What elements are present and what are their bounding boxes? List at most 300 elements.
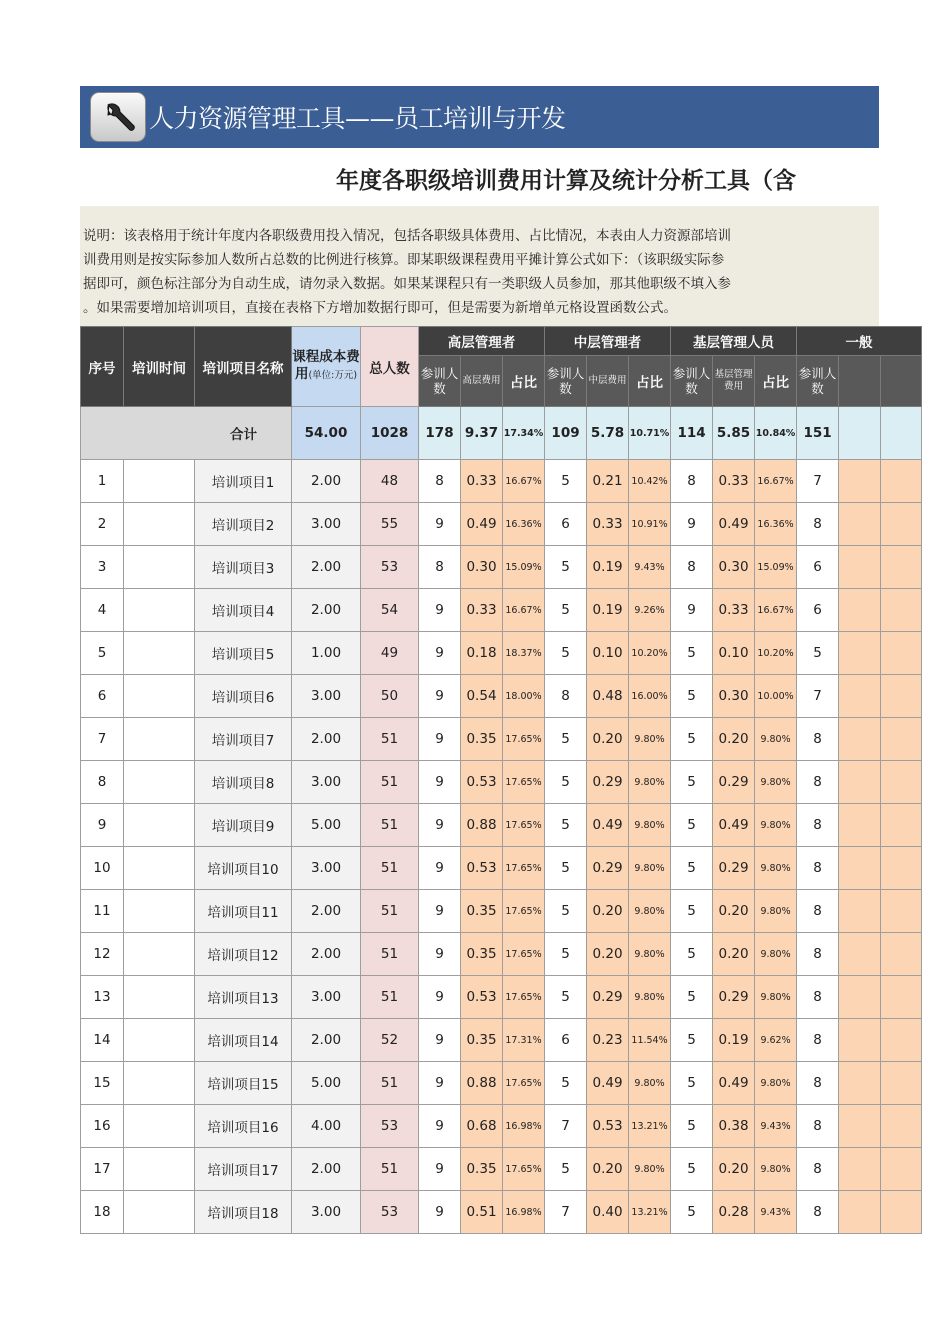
cell-senior-cost: 0.35 xyxy=(461,1019,503,1062)
sub-ratio: 占比 xyxy=(503,356,545,407)
cell-cost[interactable]: 2.00 xyxy=(292,546,361,589)
cell-total-count[interactable]: 51 xyxy=(361,1148,419,1191)
cell-general-cost xyxy=(839,1191,881,1234)
sub-participants: 参训人数 xyxy=(671,356,713,407)
cell-training-time[interactable] xyxy=(124,1191,195,1234)
cell-total-count[interactable]: 51 xyxy=(361,933,419,976)
cell-general-count[interactable]: 8 xyxy=(797,1148,839,1191)
header-time: 培训时间 xyxy=(124,327,195,407)
cell-general-count[interactable]: 7 xyxy=(797,460,839,503)
cell-base-ratio: 9.80% xyxy=(755,847,797,890)
cell-middle-count[interactable]: 5 xyxy=(545,460,587,503)
cell-total-count[interactable]: 52 xyxy=(361,1019,419,1062)
totals-middle-cost: 5.78 xyxy=(587,407,629,460)
cell-senior-ratio: 17.65% xyxy=(503,847,545,890)
cell-general-cost xyxy=(839,761,881,804)
cell-senior-cost: 0.68 xyxy=(461,1105,503,1148)
cell-general-ratio xyxy=(881,1105,922,1148)
cell-seq[interactable]: 6 xyxy=(81,675,124,718)
cell-base-count[interactable]: 5 xyxy=(671,804,713,847)
cell-senior-count[interactable]: 9 xyxy=(419,804,461,847)
cell-training-time[interactable] xyxy=(124,675,195,718)
totals-senior-ratio: 17.34% xyxy=(503,407,545,460)
app-banner xyxy=(80,86,879,148)
cell-seq[interactable]: 3 xyxy=(81,546,124,589)
cell-general-cost xyxy=(839,933,881,976)
cell-senior-ratio: 15.09% xyxy=(503,546,545,589)
table-row xyxy=(81,546,922,589)
cell-senior-cost: 0.49 xyxy=(461,503,503,546)
cell-training-time[interactable] xyxy=(124,804,195,847)
header-name: 培训项目名称 xyxy=(195,327,292,407)
header-total: 总人数 xyxy=(361,327,419,407)
totals-middle-ratio: 10.71% xyxy=(629,407,671,460)
cell-project-name[interactable]: 培训项目5 xyxy=(195,632,292,675)
cell-seq[interactable]: 4 xyxy=(81,589,124,632)
cell-cost[interactable]: 3.00 xyxy=(292,675,361,718)
cell-general-cost xyxy=(839,589,881,632)
cell-middle-count[interactable]: 8 xyxy=(545,675,587,718)
cell-training-time[interactable] xyxy=(124,1019,195,1062)
cell-project-name[interactable]: 培训项目11 xyxy=(195,890,292,933)
cell-project-name[interactable]: 培训项目14 xyxy=(195,1019,292,1062)
cell-general-ratio xyxy=(881,503,922,546)
cell-middle-cost: 0.29 xyxy=(587,761,629,804)
cell-senior-count[interactable]: 9 xyxy=(419,589,461,632)
totals-base-cost: 5.85 xyxy=(713,407,755,460)
cell-general-count[interactable]: 7 xyxy=(797,675,839,718)
table-row xyxy=(81,1191,922,1234)
cell-project-name[interactable]: 培训项目15 xyxy=(195,1062,292,1105)
cell-base-count[interactable]: 5 xyxy=(671,1191,713,1234)
cell-cost[interactable]: 2.00 xyxy=(292,933,361,976)
cell-seq[interactable]: 7 xyxy=(81,718,124,761)
cell-seq[interactable]: 8 xyxy=(81,761,124,804)
cell-project-name[interactable]: 培训项目2 xyxy=(195,503,292,546)
cell-senior-count[interactable]: 9 xyxy=(419,933,461,976)
cell-base-count[interactable]: 5 xyxy=(671,761,713,804)
cell-base-ratio: 9.43% xyxy=(755,1191,797,1234)
cell-general-count[interactable]: 8 xyxy=(797,933,839,976)
cell-base-ratio: 9.80% xyxy=(755,933,797,976)
table-row xyxy=(81,460,922,503)
cell-middle-count[interactable]: 5 xyxy=(545,589,587,632)
cell-senior-count[interactable]: 8 xyxy=(419,460,461,503)
cell-base-count[interactable]: 8 xyxy=(671,546,713,589)
cell-seq[interactable]: 16 xyxy=(81,1105,124,1148)
cell-middle-cost: 0.20 xyxy=(587,1148,629,1191)
cell-senior-ratio: 17.65% xyxy=(503,718,545,761)
cell-total-count[interactable]: 54 xyxy=(361,589,419,632)
cell-total-count[interactable]: 49 xyxy=(361,632,419,675)
cell-project-name[interactable]: 培训项目13 xyxy=(195,976,292,1019)
table-row xyxy=(81,847,922,890)
cell-general-count[interactable]: 8 xyxy=(797,804,839,847)
cell-base-count[interactable]: 5 xyxy=(671,933,713,976)
cell-cost[interactable]: 5.00 xyxy=(292,804,361,847)
cell-training-time[interactable] xyxy=(124,847,195,890)
cell-senior-ratio: 17.31% xyxy=(503,1019,545,1062)
cell-general-count[interactable]: 8 xyxy=(797,1019,839,1062)
cell-middle-cost: 0.53 xyxy=(587,1105,629,1148)
cell-middle-count[interactable]: 5 xyxy=(545,546,587,589)
cell-cost[interactable]: 2.00 xyxy=(292,718,361,761)
cell-base-cost: 0.20 xyxy=(713,718,755,761)
cell-middle-ratio: 9.80% xyxy=(629,761,671,804)
cell-base-cost: 0.29 xyxy=(713,761,755,804)
banner-title: 人力资源管理工具——员工培训与开发 xyxy=(149,104,566,133)
cell-base-count[interactable]: 5 xyxy=(671,632,713,675)
cell-senior-count[interactable]: 9 xyxy=(419,761,461,804)
cell-general-count[interactable]: 8 xyxy=(797,1191,839,1234)
cell-total-count[interactable]: 55 xyxy=(361,503,419,546)
cell-training-time[interactable] xyxy=(124,718,195,761)
cell-cost[interactable]: 2.00 xyxy=(292,890,361,933)
cell-senior-count[interactable]: 9 xyxy=(419,1148,461,1191)
cell-general-ratio xyxy=(881,976,922,1019)
cell-general-ratio xyxy=(881,847,922,890)
table-row xyxy=(81,1019,922,1062)
cell-senior-ratio: 16.98% xyxy=(503,1105,545,1148)
cell-middle-cost: 0.49 xyxy=(587,1062,629,1105)
cell-senior-count[interactable]: 9 xyxy=(419,1019,461,1062)
cell-base-cost: 0.49 xyxy=(713,1062,755,1105)
cell-base-cost: 0.33 xyxy=(713,460,755,503)
cell-base-ratio: 9.80% xyxy=(755,890,797,933)
instructions-box xyxy=(80,206,879,326)
cell-training-time[interactable] xyxy=(124,761,195,804)
cell-middle-ratio: 11.54% xyxy=(629,1019,671,1062)
cell-general-count[interactable]: 8 xyxy=(797,847,839,890)
totals-base-count: 114 xyxy=(671,407,713,460)
cell-senior-cost: 0.88 xyxy=(461,1062,503,1105)
cell-seq[interactable]: 15 xyxy=(81,1062,124,1105)
cell-general-cost xyxy=(839,503,881,546)
cell-training-time[interactable] xyxy=(124,503,195,546)
cell-base-count[interactable]: 5 xyxy=(671,1105,713,1148)
cell-training-time[interactable] xyxy=(124,1148,195,1191)
cell-base-ratio: 9.80% xyxy=(755,976,797,1019)
cell-middle-count[interactable]: 6 xyxy=(545,1019,587,1062)
totals-general-cost xyxy=(839,407,881,460)
cell-senior-count[interactable]: 9 xyxy=(419,847,461,890)
cell-middle-count[interactable]: 5 xyxy=(545,632,587,675)
cell-seq[interactable]: 12 xyxy=(81,933,124,976)
cell-middle-ratio: 9.80% xyxy=(629,718,671,761)
cell-middle-count[interactable]: 5 xyxy=(545,933,587,976)
cell-middle-count[interactable]: 5 xyxy=(545,761,587,804)
cell-base-cost: 0.49 xyxy=(713,503,755,546)
cell-middle-cost: 0.10 xyxy=(587,632,629,675)
cell-base-count[interactable]: 8 xyxy=(671,460,713,503)
cell-base-cost: 0.29 xyxy=(713,976,755,1019)
cell-middle-count[interactable]: 6 xyxy=(545,503,587,546)
cell-seq[interactable]: 14 xyxy=(81,1019,124,1062)
cell-seq[interactable]: 17 xyxy=(81,1148,124,1191)
totals-row xyxy=(81,407,922,460)
cell-senior-cost: 0.88 xyxy=(461,804,503,847)
cell-general-count[interactable]: 5 xyxy=(797,632,839,675)
cell-general-cost xyxy=(839,1105,881,1148)
cell-middle-count[interactable]: 7 xyxy=(545,1105,587,1148)
cell-middle-count[interactable]: 5 xyxy=(545,718,587,761)
totals-senior-count: 178 xyxy=(419,407,461,460)
group-general: 一般 xyxy=(797,327,922,356)
cell-senior-cost: 0.53 xyxy=(461,847,503,890)
cell-general-cost xyxy=(839,804,881,847)
cell-middle-cost: 0.48 xyxy=(587,675,629,718)
cell-seq[interactable]: 9 xyxy=(81,804,124,847)
cell-senior-ratio: 17.65% xyxy=(503,976,545,1019)
sub-participants: 参训人数 xyxy=(419,356,461,407)
sub-base-cost: 基层管理费用 xyxy=(713,356,755,407)
cell-senior-cost: 0.33 xyxy=(461,589,503,632)
cell-middle-ratio: 9.80% xyxy=(629,890,671,933)
cell-training-time[interactable] xyxy=(124,976,195,1019)
cell-middle-cost: 0.49 xyxy=(587,804,629,847)
cell-middle-ratio: 9.80% xyxy=(629,1062,671,1105)
cell-seq[interactable]: 2 xyxy=(81,503,124,546)
cell-middle-cost: 0.33 xyxy=(587,503,629,546)
table-row xyxy=(81,890,922,933)
cell-senior-count[interactable]: 9 xyxy=(419,976,461,1019)
cell-general-ratio xyxy=(881,761,922,804)
cell-project-name[interactable]: 培训项目8 xyxy=(195,761,292,804)
cell-project-name[interactable]: 培训项目16 xyxy=(195,1105,292,1148)
cell-senior-cost: 0.51 xyxy=(461,1191,503,1234)
cell-general-count[interactable]: 8 xyxy=(797,1062,839,1105)
cell-senior-cost: 0.35 xyxy=(461,718,503,761)
cell-middle-cost: 0.21 xyxy=(587,460,629,503)
cell-total-count[interactable]: 51 xyxy=(361,718,419,761)
cell-base-ratio: 10.00% xyxy=(755,675,797,718)
cell-senior-count[interactable]: 9 xyxy=(419,1105,461,1148)
cell-middle-count[interactable]: 5 xyxy=(545,976,587,1019)
sub-participants: 参训人数 xyxy=(797,356,839,407)
cell-senior-count[interactable]: 9 xyxy=(419,503,461,546)
cell-general-count[interactable]: 8 xyxy=(797,1105,839,1148)
cell-middle-count[interactable]: 5 xyxy=(545,890,587,933)
cell-base-count[interactable]: 5 xyxy=(671,718,713,761)
cell-base-count[interactable]: 5 xyxy=(671,976,713,1019)
cell-seq[interactable]: 11 xyxy=(81,890,124,933)
cell-senior-ratio: 16.36% xyxy=(503,503,545,546)
cell-middle-ratio: 13.21% xyxy=(629,1191,671,1234)
cell-middle-count[interactable]: 5 xyxy=(545,1062,587,1105)
cell-senior-ratio: 17.65% xyxy=(503,761,545,804)
cell-general-count[interactable]: 6 xyxy=(797,546,839,589)
cell-cost[interactable]: 2.00 xyxy=(292,1148,361,1191)
cell-project-name[interactable]: 培训项目12 xyxy=(195,933,292,976)
totals-general-ratio xyxy=(881,407,922,460)
cell-training-time[interactable] xyxy=(124,1062,195,1105)
cell-senior-count[interactable]: 9 xyxy=(419,675,461,718)
cell-cost[interactable]: 3.00 xyxy=(292,761,361,804)
cell-senior-count[interactable]: 9 xyxy=(419,632,461,675)
table-row xyxy=(81,589,922,632)
cell-middle-ratio: 9.26% xyxy=(629,589,671,632)
cell-middle-ratio: 9.43% xyxy=(629,546,671,589)
cell-general-ratio xyxy=(881,1191,922,1234)
cell-senior-count[interactable]: 8 xyxy=(419,546,461,589)
cell-project-name[interactable]: 培训项目17 xyxy=(195,1148,292,1191)
cell-base-ratio: 9.80% xyxy=(755,718,797,761)
cell-cost[interactable]: 2.00 xyxy=(292,460,361,503)
totals-label: 合计 xyxy=(81,407,292,460)
header-cost-label: 课程成本费用 xyxy=(292,349,360,382)
cell-base-ratio: 16.67% xyxy=(755,589,797,632)
cell-project-name[interactable]: 培训项目18 xyxy=(195,1191,292,1234)
cell-training-time[interactable] xyxy=(124,933,195,976)
cell-cost[interactable]: 4.00 xyxy=(292,1105,361,1148)
cell-seq[interactable]: 1 xyxy=(81,460,124,503)
cell-senior-cost: 0.54 xyxy=(461,675,503,718)
cell-middle-cost: 0.20 xyxy=(587,890,629,933)
cell-total-count[interactable]: 51 xyxy=(361,847,419,890)
cell-cost[interactable]: 2.00 xyxy=(292,1019,361,1062)
cell-base-cost: 0.20 xyxy=(713,933,755,976)
table-row xyxy=(81,804,922,847)
cell-training-time[interactable] xyxy=(124,890,195,933)
cell-senior-count[interactable]: 9 xyxy=(419,890,461,933)
table-row xyxy=(81,933,922,976)
cell-project-name[interactable]: 培训项目10 xyxy=(195,847,292,890)
cell-senior-ratio: 17.65% xyxy=(503,804,545,847)
cell-general-ratio xyxy=(881,589,922,632)
table-row xyxy=(81,1148,922,1191)
cell-general-ratio xyxy=(881,546,922,589)
cell-senior-count[interactable]: 9 xyxy=(419,1062,461,1105)
cell-general-ratio xyxy=(881,460,922,503)
cell-general-ratio xyxy=(881,718,922,761)
cell-senior-cost: 0.53 xyxy=(461,976,503,1019)
cell-general-ratio xyxy=(881,933,922,976)
cell-training-time[interactable] xyxy=(124,460,195,503)
cell-cost[interactable]: 3.00 xyxy=(292,847,361,890)
cell-cost[interactable]: 5.00 xyxy=(292,1062,361,1105)
cell-total-count[interactable]: 51 xyxy=(361,804,419,847)
cell-base-count[interactable]: 5 xyxy=(671,1062,713,1105)
cell-total-count[interactable]: 51 xyxy=(361,761,419,804)
cell-general-count[interactable]: 8 xyxy=(797,976,839,1019)
cell-training-time[interactable] xyxy=(124,1105,195,1148)
cell-general-cost xyxy=(839,1019,881,1062)
cell-base-count[interactable]: 5 xyxy=(671,847,713,890)
cell-seq[interactable]: 18 xyxy=(81,1191,124,1234)
cell-base-cost: 0.38 xyxy=(713,1105,755,1148)
cell-project-name[interactable]: 培训项目7 xyxy=(195,718,292,761)
cell-base-cost: 0.30 xyxy=(713,546,755,589)
cell-cost[interactable]: 1.00 xyxy=(292,632,361,675)
cell-base-cost: 0.33 xyxy=(713,589,755,632)
cell-seq[interactable]: 13 xyxy=(81,976,124,1019)
cell-general-count[interactable]: 6 xyxy=(797,589,839,632)
sub-participants: 参训人数 xyxy=(545,356,587,407)
cell-base-ratio: 9.80% xyxy=(755,1062,797,1105)
cell-base-ratio: 16.36% xyxy=(755,503,797,546)
group-senior: 高层管理者 xyxy=(419,327,545,356)
cell-base-count[interactable]: 5 xyxy=(671,890,713,933)
totals-general-count: 151 xyxy=(797,407,839,460)
cell-training-time[interactable] xyxy=(124,589,195,632)
cell-total-count[interactable]: 50 xyxy=(361,675,419,718)
cell-middle-ratio: 9.80% xyxy=(629,847,671,890)
cell-middle-ratio: 10.91% xyxy=(629,503,671,546)
cell-project-name[interactable]: 培训项目3 xyxy=(195,546,292,589)
cell-senior-count[interactable]: 9 xyxy=(419,1191,461,1234)
cell-senior-count[interactable]: 9 xyxy=(419,718,461,761)
cell-training-time[interactable] xyxy=(124,632,195,675)
cell-middle-count[interactable]: 5 xyxy=(545,804,587,847)
cell-total-count[interactable]: 51 xyxy=(361,890,419,933)
cell-total-count[interactable]: 53 xyxy=(361,1191,419,1234)
cell-middle-count[interactable]: 7 xyxy=(545,1191,587,1234)
cell-senior-cost: 0.18 xyxy=(461,632,503,675)
cell-total-count[interactable]: 51 xyxy=(361,1062,419,1105)
cell-total-count[interactable]: 53 xyxy=(361,546,419,589)
cell-senior-cost: 0.35 xyxy=(461,933,503,976)
cell-base-count[interactable]: 9 xyxy=(671,503,713,546)
cell-middle-ratio: 9.80% xyxy=(629,976,671,1019)
table-row xyxy=(81,976,922,1019)
cell-general-count[interactable]: 8 xyxy=(797,503,839,546)
cell-senior-ratio: 18.37% xyxy=(503,632,545,675)
cell-base-count[interactable]: 5 xyxy=(671,1019,713,1062)
cell-general-count[interactable]: 8 xyxy=(797,890,839,933)
cell-general-count[interactable]: 8 xyxy=(797,718,839,761)
cell-general-cost xyxy=(839,546,881,589)
cell-cost[interactable]: 3.00 xyxy=(292,976,361,1019)
cell-general-ratio xyxy=(881,1062,922,1105)
cell-cost[interactable]: 2.00 xyxy=(292,589,361,632)
cell-middle-cost: 0.20 xyxy=(587,718,629,761)
header-cost xyxy=(292,327,361,407)
cell-base-count[interactable]: 5 xyxy=(671,1148,713,1191)
cell-general-cost xyxy=(839,460,881,503)
cell-seq[interactable]: 5 xyxy=(81,632,124,675)
cell-total-count[interactable]: 51 xyxy=(361,976,419,1019)
cell-general-count[interactable]: 8 xyxy=(797,761,839,804)
cell-total-count[interactable]: 53 xyxy=(361,1105,419,1148)
cell-seq[interactable]: 10 xyxy=(81,847,124,890)
cell-base-ratio: 9.80% xyxy=(755,761,797,804)
cell-middle-count[interactable]: 5 xyxy=(545,847,587,890)
cell-cost[interactable]: 3.00 xyxy=(292,1191,361,1234)
totals-base-ratio: 10.84% xyxy=(755,407,797,460)
cell-training-time[interactable] xyxy=(124,546,195,589)
cell-project-name[interactable]: 培训项目1 xyxy=(195,460,292,503)
cell-project-name[interactable]: 培训项目9 xyxy=(195,804,292,847)
group-base: 基层管理人员 xyxy=(671,327,797,356)
cell-general-cost xyxy=(839,976,881,1019)
cell-middle-count[interactable]: 5 xyxy=(545,1148,587,1191)
cell-cost[interactable]: 3.00 xyxy=(292,503,361,546)
cell-base-count[interactable]: 5 xyxy=(671,675,713,718)
group-middle: 中层管理者 xyxy=(545,327,671,356)
cell-middle-ratio: 9.80% xyxy=(629,804,671,847)
cell-base-count[interactable]: 9 xyxy=(671,589,713,632)
note-line: 据即可，颜色标注部分为自动生成，请勿录入数据。如果某课程只有一类职级人员参加，那其他职级不填入参 xyxy=(83,276,731,292)
cell-base-ratio: 9.80% xyxy=(755,1148,797,1191)
cell-total-count[interactable]: 48 xyxy=(361,460,419,503)
cell-project-name[interactable]: 培训项目4 xyxy=(195,589,292,632)
cell-project-name[interactable]: 培训项目6 xyxy=(195,675,292,718)
cell-base-cost: 0.10 xyxy=(713,632,755,675)
cell-senior-ratio: 17.65% xyxy=(503,933,545,976)
cell-general-cost xyxy=(839,675,881,718)
cell-middle-ratio: 10.20% xyxy=(629,632,671,675)
cell-general-cost xyxy=(839,847,881,890)
